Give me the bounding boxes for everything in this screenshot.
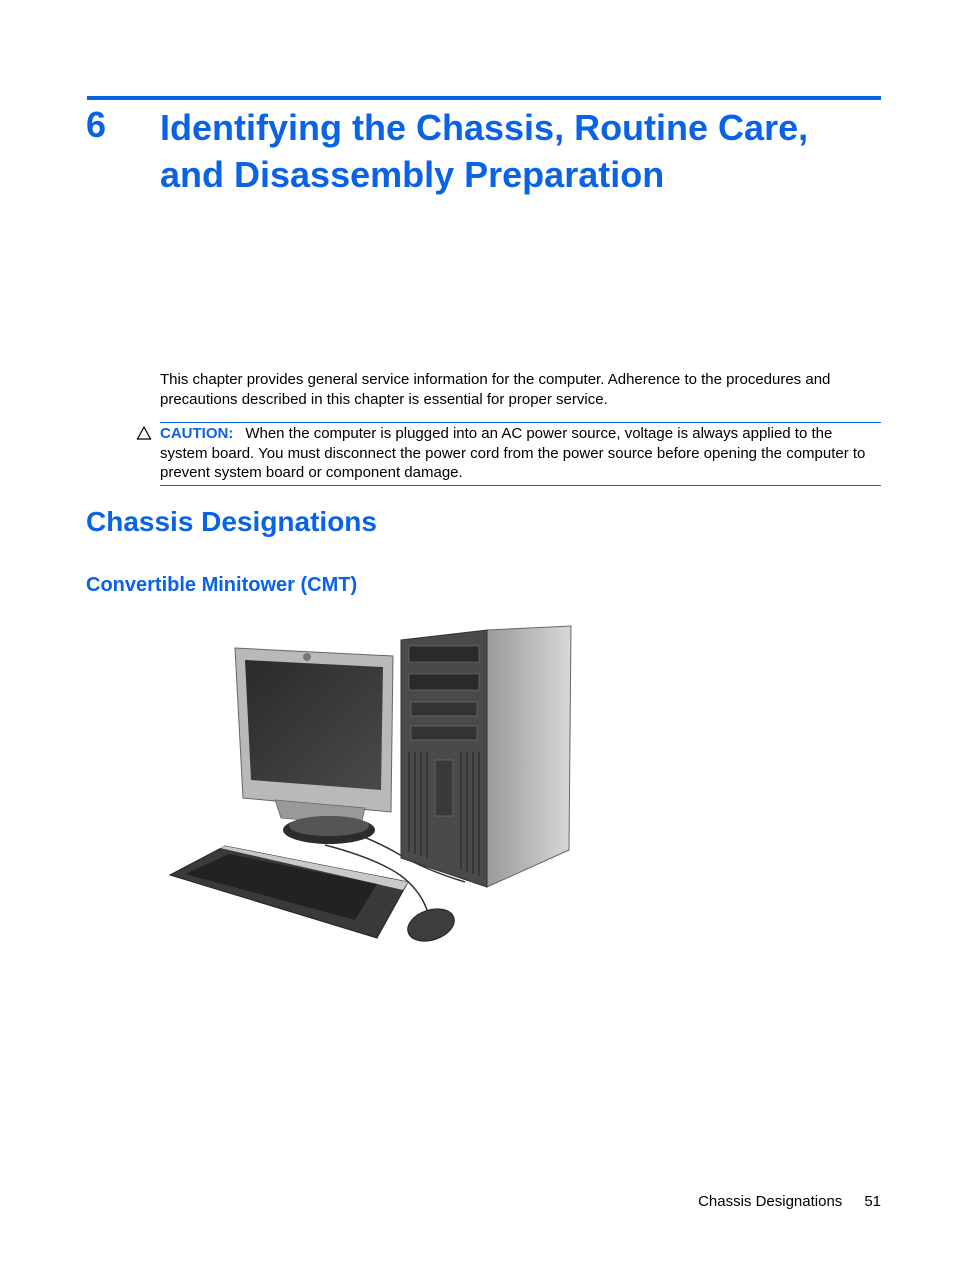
chapter-title: Identifying the Chassis, Routine Care, and Disassembly Preparation xyxy=(160,107,809,195)
section-heading: Chassis Designations xyxy=(86,506,377,537)
cmt-computer-illustration xyxy=(165,620,585,950)
page-number: 51 xyxy=(864,1193,881,1210)
chapter-number: 6 xyxy=(86,104,107,145)
caution-label: CAUTION: xyxy=(160,425,234,442)
caution-text: When the computer is plugged into an AC power source, voltage is always applied to the system board. You must disconnect the power cord from the power source before opening the computer to prevent system board or component damage. xyxy=(160,425,866,481)
page-footer xyxy=(698,1193,881,1210)
caution-note xyxy=(160,422,881,486)
monitor xyxy=(235,648,393,844)
footer-section: Chassis Designations xyxy=(698,1193,843,1210)
subsection-heading: Convertible Minitower (CMT) xyxy=(86,574,358,596)
mouse xyxy=(404,903,459,946)
tower-chassis xyxy=(401,626,571,887)
chapter-top-rule xyxy=(87,96,881,100)
intro-paragraph: This chapter provides general service information for the computer. Adherence to the procedures and precautions described in this chapter is essential for proper service. xyxy=(160,371,831,408)
caution-triangle-icon xyxy=(136,425,152,441)
